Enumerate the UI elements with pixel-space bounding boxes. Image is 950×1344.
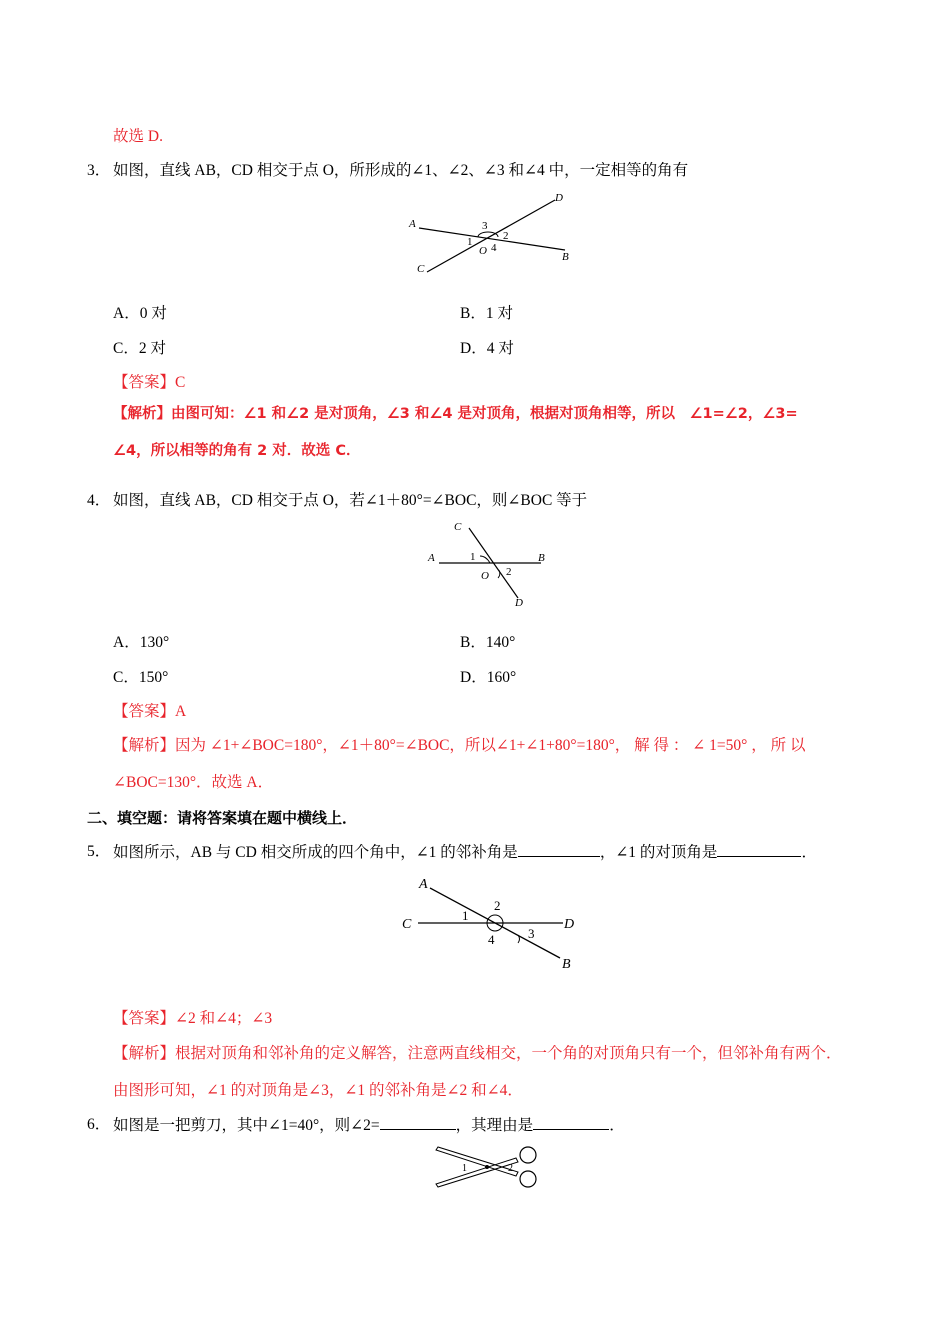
q6-stem-part2: ，其理由是 — [455, 1117, 534, 1134]
q4-label-a: A — [428, 552, 435, 564]
q4-option-d: D．160° — [460, 669, 517, 686]
q4-answer: 【答案】A — [113, 703, 187, 720]
q3-label-o: O — [479, 245, 487, 257]
q4-option-b: B．140° — [460, 634, 516, 651]
q3-stem: 如图，直线 AB，CD 相交于点 O，所形成的∠1、∠2、∠3 和∠4 中，一定相等的角有 — [113, 162, 689, 179]
q6-angle-2: 2 — [508, 1163, 513, 1174]
q3-label-b: B — [562, 251, 569, 263]
q5-label-c: C — [402, 917, 412, 932]
q5-stem-end: ． — [801, 844, 817, 861]
q6-angle-1: 1 — [462, 1163, 467, 1174]
q4-angle-2: 2 — [506, 566, 512, 578]
q5-blank-2[interactable] — [717, 842, 801, 857]
q4-figure — [425, 518, 555, 608]
q5-stem-part1: 如图所示，AB 与 CD 相交所成的四个角中，∠1 的邻补角是 — [113, 844, 518, 861]
q5-analysis-line2: 由图形可知，∠1 的对顶角是∠3，∠1 的邻补角是∠2 和∠4． — [113, 1082, 523, 1099]
q6-figure-scissors — [432, 1142, 547, 1192]
q3-label-c: C — [417, 263, 425, 275]
q5-answer: 【答案】∠2 和∠4；∠3 — [113, 1010, 273, 1027]
q5-angle-1: 1 — [462, 908, 469, 923]
q5-stem — [113, 842, 817, 863]
q5-angle-4: 4 — [488, 932, 495, 947]
q3-angle-1: 1 — [467, 236, 473, 248]
q3-number: 3． — [87, 162, 111, 179]
q4-analysis-line2: ∠BOC=130°．故选 A． — [113, 774, 274, 791]
q3-analysis-line2: ∠4，所以相等的角有 2 对．故选 C． — [113, 443, 361, 459]
q3-angle-2: 2 — [503, 230, 509, 242]
q3-angle-3: 3 — [482, 220, 488, 232]
q6-stem-end: ． — [609, 1117, 625, 1134]
q3-figure — [405, 188, 575, 276]
q6-stem — [113, 1115, 625, 1136]
q4-angle-1: 1 — [470, 551, 476, 563]
q5-label-b: B — [562, 957, 571, 972]
q3-answer: 【答案】C — [113, 374, 186, 391]
section-heading: 二、填空题：请将答案填在题中横线上． — [87, 809, 358, 827]
q5-number: 5． — [87, 843, 111, 860]
q6-stem-part1: 如图是一把剪刀，其中∠1=40°，则∠2= — [113, 1117, 380, 1134]
q5-label-d: D — [564, 917, 575, 932]
q5-label-a: A — [419, 877, 428, 892]
q4-label-o: O — [481, 570, 489, 582]
q5-angle-2: 2 — [494, 898, 501, 913]
q2-conclusion: 故选 D. — [113, 128, 163, 145]
q4-stem: 如图，直线 AB，CD 相交于点 O，若∠1＋80°=∠BOC，则∠BOC 等于 — [113, 492, 588, 509]
q6-number: 6． — [87, 1116, 111, 1133]
q3-option-b: B．1 对 — [460, 305, 513, 322]
q3-option-a: A．0 对 — [113, 305, 167, 322]
q4-option-c: C．150° — [113, 669, 169, 686]
q4-number: 4． — [87, 492, 111, 509]
q5-figure — [398, 872, 583, 972]
q4-label-d: D — [515, 597, 523, 609]
q4-label-c: C — [454, 521, 462, 533]
q3-analysis-line1: 【解析】由图可知：∠1 和∠2 是对顶角，∠3 和∠4 是对顶角，根据对顶角相等，所以 ∠1=∠2，∠3= — [113, 406, 798, 422]
q6-blank-1[interactable] — [380, 1115, 456, 1130]
q5-analysis-line1: 【解析】根据对顶角和邻补角的定义解答，注意两直线相交，一个角的对顶角只有一个，但邻补角有两个． — [113, 1045, 842, 1062]
q3-label-a: A — [409, 218, 416, 230]
q4-option-a: A．130° — [113, 634, 170, 651]
q3-option-d: D．4 对 — [460, 340, 514, 357]
q4-label-b: B — [538, 552, 545, 564]
q5-angle-3: 3 — [528, 926, 535, 941]
q5-blank-1[interactable] — [518, 842, 600, 857]
q4-analysis-line1: 【解析】因为 ∠1+∠BOC=180°，∠1＋80°=∠BOC，所以∠1+∠1+80°=180°， 解 得 ： ∠ 1=50° ， 所 以 — [113, 737, 806, 754]
q3-label-d: D — [555, 192, 563, 204]
q3-option-c: C．2 对 — [113, 340, 166, 357]
q6-blank-2[interactable] — [533, 1115, 609, 1130]
q3-angle-4: 4 — [491, 242, 497, 254]
q5-stem-part2: ，∠1 的对顶角是 — [599, 844, 718, 861]
